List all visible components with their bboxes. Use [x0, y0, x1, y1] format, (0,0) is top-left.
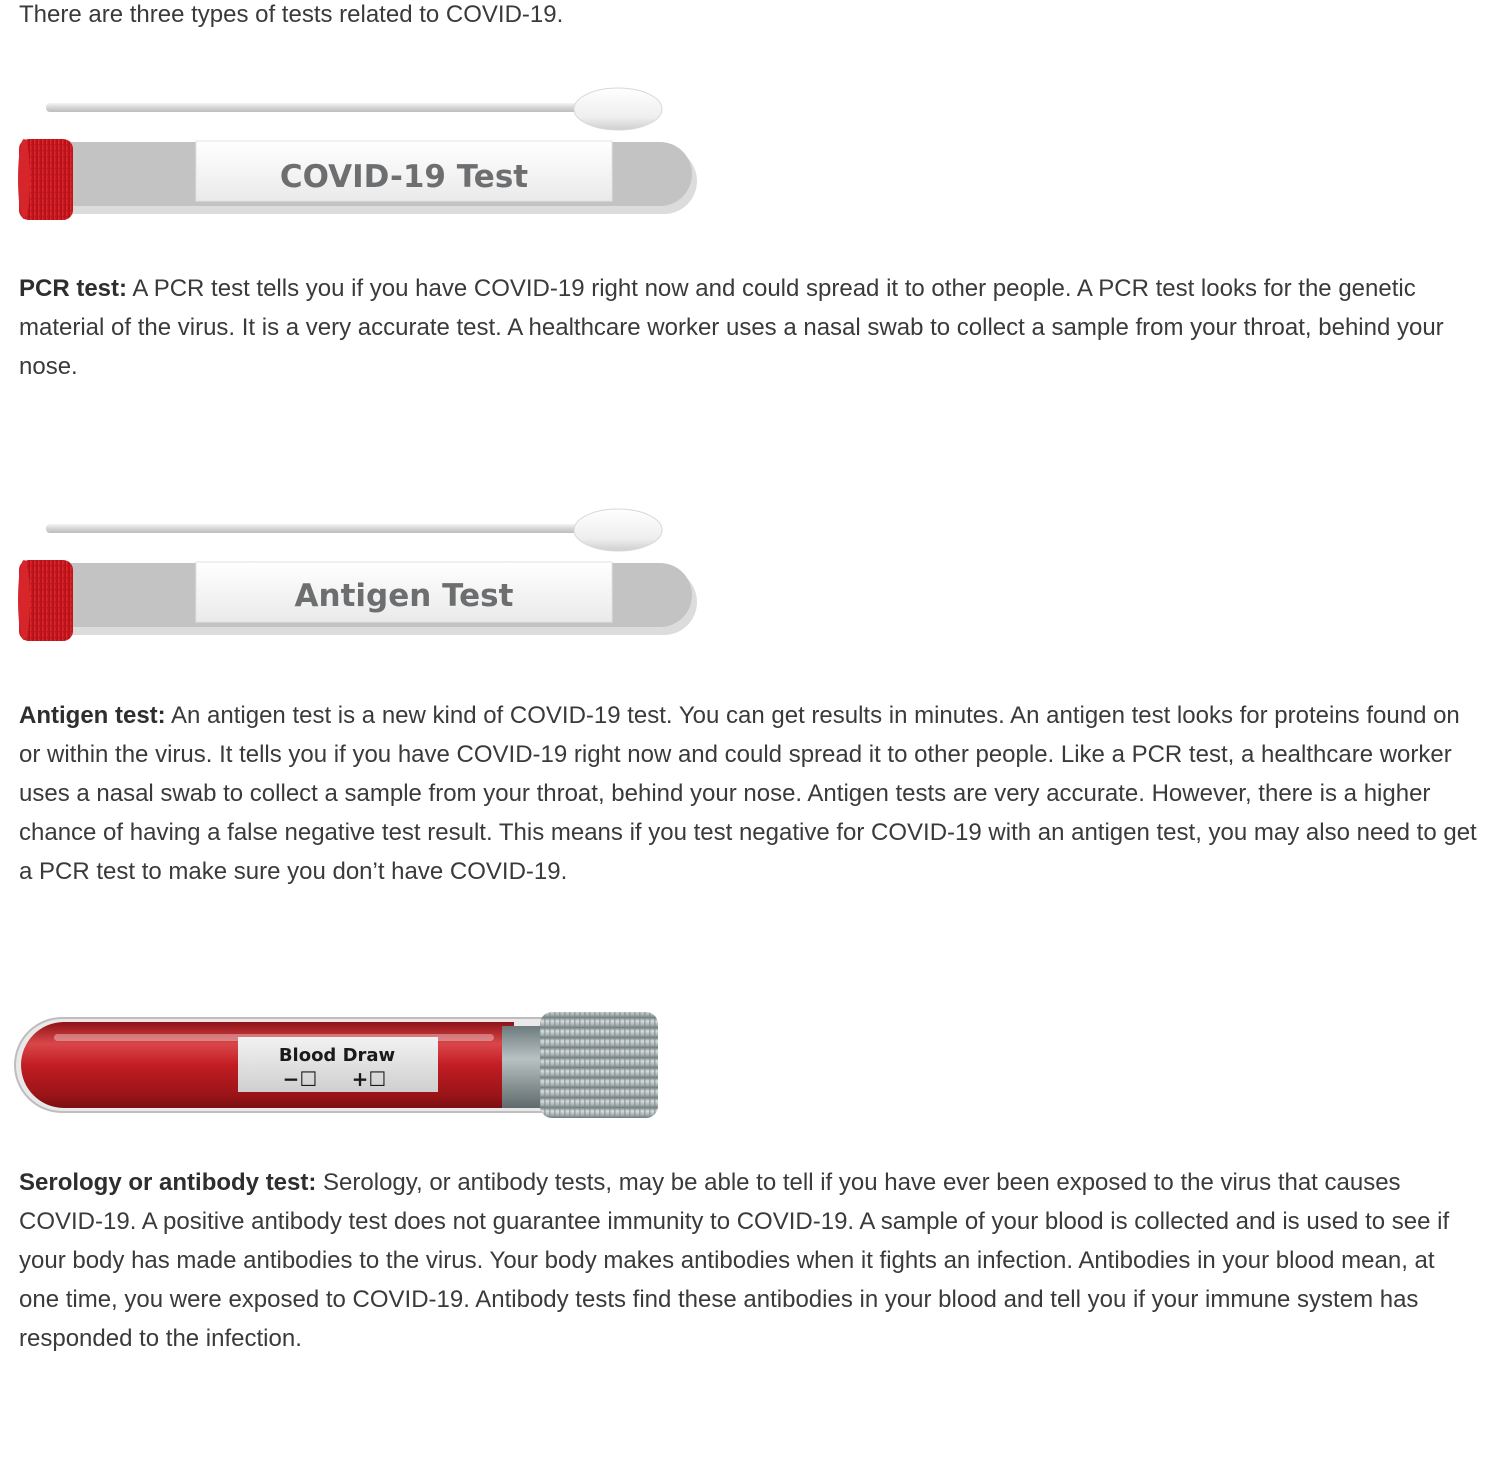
serology-paragraph — [19, 1163, 1479, 1358]
pcr-tube-label: COVID-19 Test — [279, 159, 529, 195]
intro-text: There are three types of tests related to COVID-19. — [19, 1, 564, 28]
blood-tube-label: Blood Draw — [278, 1045, 396, 1066]
pcr-paragraph — [19, 269, 1479, 386]
negative-checkbox: −☐ — [282, 1067, 318, 1091]
pcr-body: A PCR test tells you if you have COVID-19 right now and could spread it to other people. A PCR test looks for the genetic material of the virus. It is a very accurate test. A healthcare worker uses a nasal swab to collect a sample from your throat, behind your nose. — [19, 275, 1444, 380]
antigen-swab-tube-illustration — [14, 505, 704, 645]
serology-body: Serology, or antibody tests, may be able to tell if you have ever been exposed to the virus that causes COVID-19. A positive antibody test does not guarantee immunity to COVID-19. A sample of your blood is collected and is used to see if your body has made antibodies to the virus. Your body makes antibodies when it fights an infection. Antibodies in your blood mean, at one time, you were exposed to COVID-19. Antibody tests find these antibodies in your blood and tell you if your immune system has responded to the infection. — [19, 1169, 1450, 1352]
positive-checkbox: +☐ — [351, 1067, 387, 1091]
serology-heading: Serology or antibody test: — [19, 1169, 317, 1196]
blood-draw-tube-illustration — [14, 1008, 664, 1123]
antigen-tube-label: Antigen Test — [294, 578, 514, 614]
antigen-heading: Antigen test: — [19, 702, 166, 729]
pcr-heading: PCR test: — [19, 275, 128, 302]
antigen-body: An antigen test is a new kind of COVID-19 test. You can get results in minutes. An antigen test looks for proteins found on or within the virus. It tells you if you have COVID-19 right now and could spread it to other people. Like a PCR test, a healthcare worker uses a nasal swab to collect a sample from your throat, behind your nose. Antigen tests are very accurate. However, there is a higher chance of having a false negative test result. This means if you test negative for COVID-19 with an antigen test, you may also need to get a PCR test to make sure you don’t have COVID-19. — [19, 702, 1477, 885]
antigen-paragraph — [19, 696, 1479, 891]
pcr-swab-tube-illustration — [14, 84, 704, 224]
